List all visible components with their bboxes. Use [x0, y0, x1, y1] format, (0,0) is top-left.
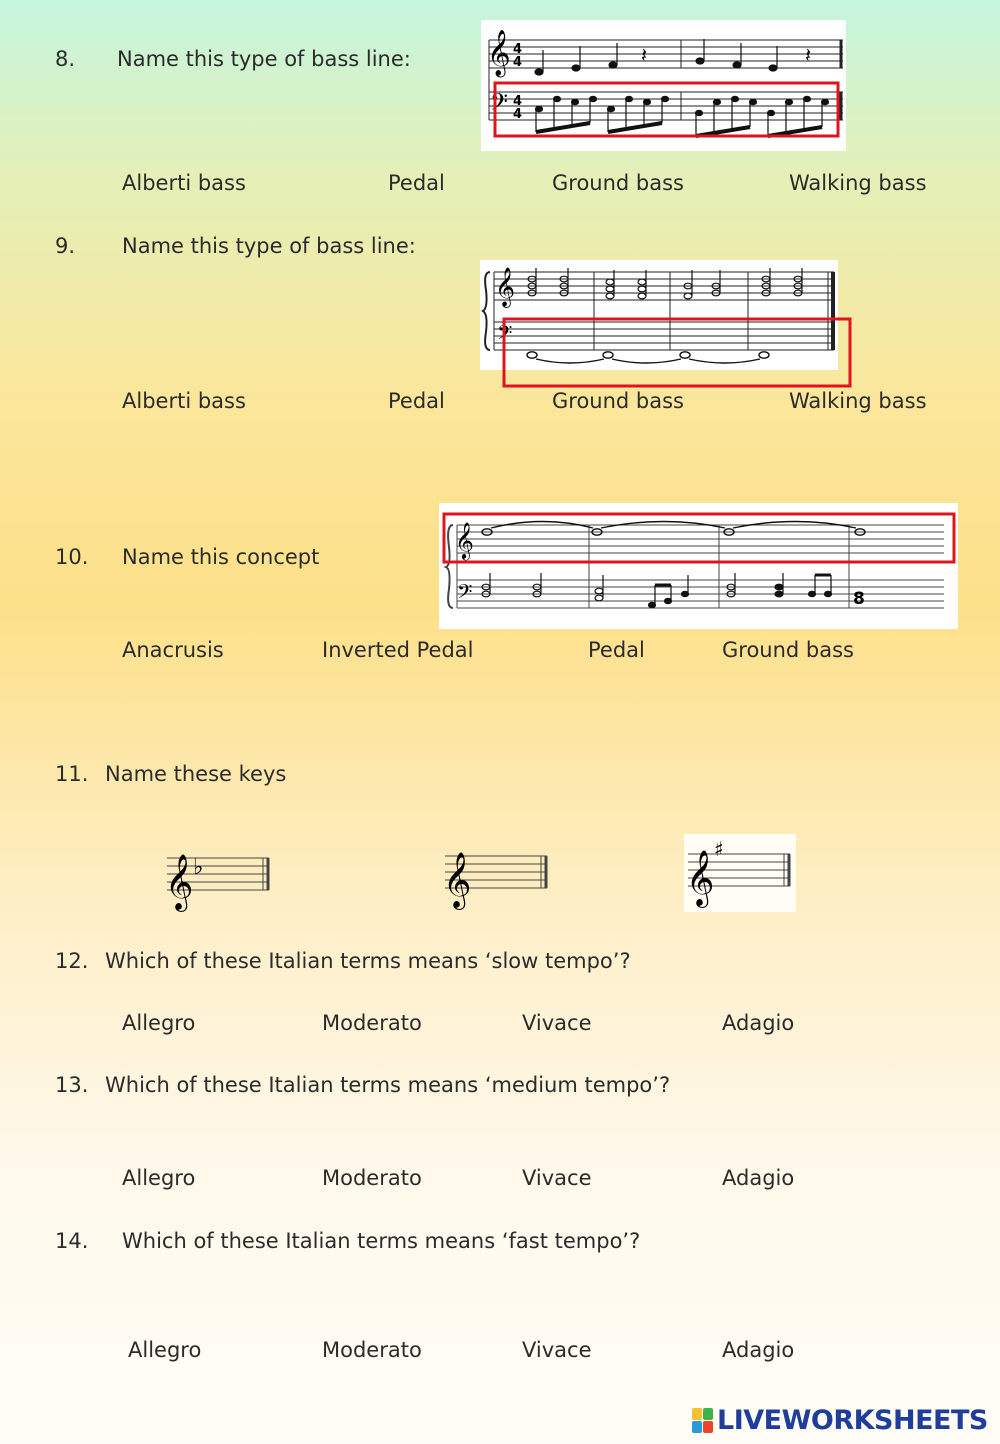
svg-text:♯: ♯: [714, 837, 724, 861]
key-signature-f-major-image: [163, 838, 275, 916]
inverted-pedal-score-image: [439, 503, 958, 629]
svg-text:♭: ♭: [193, 855, 204, 880]
liveworksheets-mark-icon: [692, 1408, 714, 1434]
svg-text:4: 4: [513, 94, 523, 109]
question-11-number: 11.: [55, 762, 89, 786]
q9-option-ground-bass[interactable]: Ground bass: [552, 389, 684, 413]
svg-text:𝄞: 𝄞: [443, 852, 472, 908]
q9-option-alberti-bass[interactable]: Alberti bass: [122, 389, 246, 413]
q8-option-pedal[interactable]: Pedal: [388, 171, 445, 195]
question-10-prompt: Name this concept: [122, 545, 320, 569]
q10-option-ground-bass[interactable]: Ground bass: [722, 638, 854, 662]
svg-text:𝄽: 𝄽: [805, 43, 812, 67]
key-signature-c-major-image: [441, 836, 553, 914]
question-13-prompt: Which of these Italian terms means ‘medium tempo’?: [105, 1073, 671, 1097]
q12-option-adagio[interactable]: Adagio: [722, 1011, 795, 1035]
svg-text:𝄞: 𝄞: [455, 521, 474, 559]
question-9-prompt: Name this type of bass line:: [122, 234, 416, 258]
q13-option-moderato[interactable]: Moderato: [322, 1166, 422, 1190]
svg-text:𝄞: 𝄞: [495, 267, 516, 307]
q14-option-vivace[interactable]: Vivace: [522, 1338, 592, 1362]
svg-text:𝄞: 𝄞: [487, 30, 511, 76]
question-14-number: 14.: [55, 1229, 89, 1253]
svg-text:𝄞: 𝄞: [686, 850, 715, 906]
liveworksheets-wordmark: LIVEWORKSHEETS: [717, 1405, 988, 1436]
q8-option-ground-bass[interactable]: Ground bass: [552, 171, 684, 195]
q14-option-adagio[interactable]: Adagio: [722, 1338, 795, 1362]
question-13-number: 13.: [55, 1073, 89, 1097]
question-9-number: 9.: [55, 234, 76, 258]
q9-option-pedal[interactable]: Pedal: [388, 389, 445, 413]
question-11-prompt: Name these keys: [105, 762, 287, 786]
svg-text:𝄢: 𝄢: [457, 580, 473, 608]
q12-option-moderato[interactable]: Moderato: [322, 1011, 422, 1035]
question-14-prompt: Which of these Italian terms means ‘fast tempo’?: [122, 1229, 641, 1253]
q10-option-anacrusis[interactable]: Anacrusis: [122, 638, 224, 662]
key-signature-g-major-image: [684, 834, 796, 912]
q13-option-allegro[interactable]: Allegro: [122, 1166, 196, 1190]
q13-option-adagio[interactable]: Adagio: [722, 1166, 795, 1190]
svg-text:8: 8: [853, 589, 865, 609]
q14-option-moderato[interactable]: Moderato: [322, 1338, 422, 1362]
svg-text:4: 4: [513, 55, 523, 70]
question-10-number: 10.: [55, 545, 89, 569]
svg-text:𝄽: 𝄽: [641, 43, 648, 67]
question-12-number: 12.: [55, 949, 89, 973]
question-12-prompt: Which of these Italian terms means ‘slow tempo’?: [105, 949, 631, 973]
liveworksheets-logo[interactable]: [692, 1405, 988, 1436]
question-8-number: 8.: [55, 47, 76, 71]
svg-text:𝄢: 𝄢: [490, 88, 509, 121]
q8-option-walking-bass[interactable]: Walking bass: [789, 171, 927, 195]
pedal-highlight-box: [502, 317, 852, 388]
q13-option-vivace[interactable]: Vivace: [522, 1166, 592, 1190]
alberti-bass-score-image: [481, 20, 846, 151]
q9-option-walking-bass[interactable]: Walking bass: [789, 389, 927, 413]
svg-text:𝄢: 𝄢: [497, 321, 513, 349]
q10-option-inverted-pedal[interactable]: Inverted Pedal: [322, 638, 474, 662]
question-8-prompt: Name this type of bass line:: [117, 47, 411, 71]
q14-option-allegro[interactable]: Allegro: [128, 1338, 202, 1362]
q8-option-alberti-bass[interactable]: Alberti bass: [122, 171, 246, 195]
svg-text:4: 4: [513, 107, 523, 122]
svg-text:4: 4: [513, 42, 523, 57]
q12-option-vivace[interactable]: Vivace: [522, 1011, 592, 1035]
q12-option-allegro[interactable]: Allegro: [122, 1011, 196, 1035]
svg-text:𝄞: 𝄞: [165, 854, 194, 910]
q10-option-pedal[interactable]: Pedal: [588, 638, 645, 662]
